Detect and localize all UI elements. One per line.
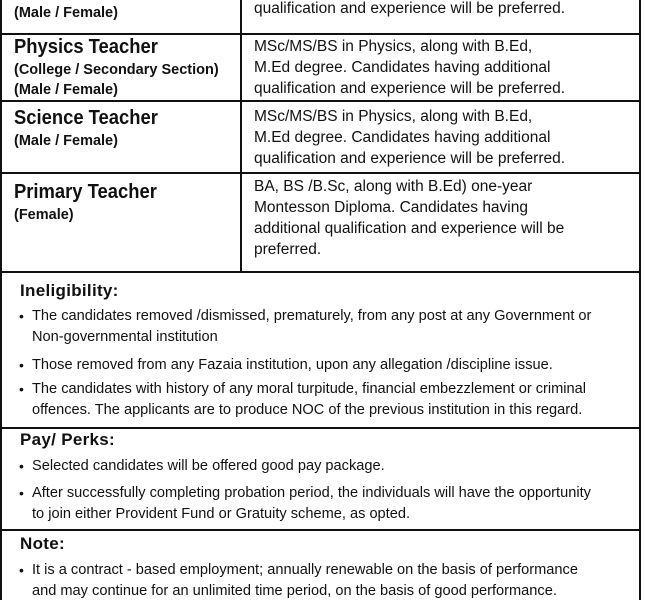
note-heading: Note: [20,534,65,553]
requirement-line: M.Ed degree. Candidates having additional [254,129,551,146]
list-item [19,483,634,525]
position-gender: (Female) [14,207,74,223]
ineligibility-heading: Ineligibility: [20,281,119,300]
requirement-line: additional qualification and experience will be [254,220,565,237]
item-line: Non-governmental institution [32,329,218,345]
position-info [14,106,238,152]
column-divider [240,174,242,271]
note-section [0,531,641,600]
column-divider [240,35,242,100]
item-line: offences. The applicants are to produce NOC of the previous institution in this regard. [32,402,583,418]
position-title: Science Teacher [14,107,158,129]
position-info [14,35,238,99]
position-requirements [254,176,635,260]
position-row [0,35,641,102]
item-line: and may continue for an unlimited time period, on the basis of good performance. [32,583,557,599]
position-info [14,180,238,226]
list-item [19,560,634,600]
item-line: The candidates with history of any moral turpitude, financial embezzlement or criminal [32,381,587,397]
list-item [19,456,634,477]
bullet-icon: • [19,308,24,324]
item-line: Those removed from any Fazaia institution, upon any allegation /discipline issue. [32,357,553,373]
requirement-line: MSc/MS/BS in Physics, along with B.Ed, [254,108,533,125]
pay-perks-section [0,429,641,531]
bullet-icon: • [19,357,24,373]
position-requirements [254,106,635,169]
position-info [14,0,238,24]
position-row [0,174,641,273]
requirement-line: qualification and experience will be preferred. [254,150,566,167]
position-requirements [254,36,635,99]
position-row [0,0,641,35]
item-line: It is a contract - based employment; annually renewable on the basis of performance [32,562,578,578]
requirement-line: MSc/MS/BS in Physics, along with B.Ed, [254,38,533,55]
item-line: Selected candidates will be offered good pay package. [32,458,385,474]
position-gender: (Male / Female) [14,82,118,98]
requirement-line: qualification and experience will be preferred. [254,80,566,97]
item-line: to join either Provident Fund or Gratuity scheme, as opted. [32,506,411,522]
requirement-line: BA, BS /B.Sc, along with B.Ed) one-year [254,178,533,195]
position-gender: (Male / Female) [14,5,118,21]
positions-table [0,0,641,273]
requirement-line: preferred. [254,241,322,258]
column-divider [240,0,242,33]
column-divider [240,102,242,172]
list-item [19,379,634,421]
bullet-icon: • [19,485,24,501]
position-row [0,102,641,174]
requirement-line: Montesson Diploma. Candidates having [254,199,528,216]
bullet-icon: • [19,458,24,474]
item-line: After successfully completing probation period, the individuals will have the opportunity [32,485,591,501]
list-item [19,306,634,348]
bullet-icon: • [19,562,24,578]
list-item [19,355,634,376]
item-line: The candidates removed /dismissed, prematurely, from any post at any Government or [32,308,592,324]
ineligibility-section [0,273,641,429]
position-title: Primary Teacher [14,181,157,203]
position-section: (College / Secondary Section) [14,62,219,78]
position-requirements [254,0,635,19]
position-gender: (Male / Female) [14,133,118,149]
position-title: Physics Teacher [14,36,158,58]
bullet-icon: • [19,381,24,397]
pay-perks-heading: Pay/ Perks: [20,430,115,449]
requirement-line: qualification and experience will be preferred. [254,0,566,17]
requirement-line: M.Ed degree. Candidates having additional [254,59,551,76]
